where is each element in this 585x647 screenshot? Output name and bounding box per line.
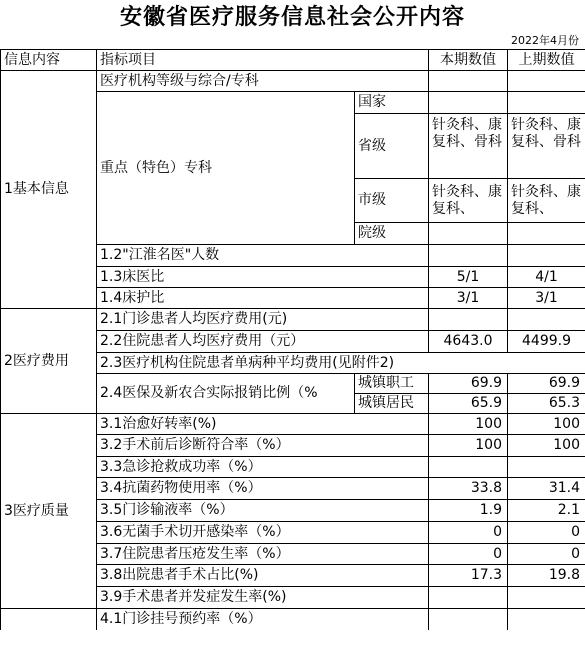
quality-current: 0 <box>429 522 508 544</box>
level-city: 市级 <box>355 179 429 223</box>
quality-previous: 100 <box>508 435 585 457</box>
urban-resident-previous: 65.3 <box>508 394 585 414</box>
inpatient-previous: 4499.9 <box>508 331 585 353</box>
value-current <box>429 223 508 245</box>
bed-doctor-previous: 4/1 <box>508 267 585 288</box>
table-row <box>1 309 585 331</box>
indicator-bed-doctor: 1.3床医比 <box>97 267 429 288</box>
table-row <box>1 71 585 92</box>
value-current <box>429 245 508 267</box>
value-current <box>429 309 508 331</box>
city-previous: 针灸科、康复科、 <box>508 179 585 223</box>
indicator-level: 医疗机构等级与综合/专科 <box>97 71 429 92</box>
header-category: 信息内容 <box>1 50 97 71</box>
value-previous <box>508 223 585 245</box>
quality-indicator: 3.3急诊抢救成功率（%） <box>97 457 429 478</box>
value-previous <box>508 92 585 114</box>
bed-nurse-previous: 3/1 <box>508 288 585 309</box>
category-quality: 3医疗质量 <box>1 414 97 609</box>
provincial-current: 针灸科、康复科、骨科 <box>429 114 508 179</box>
indicator-outpatient-cost: 2.1门诊患者人均医疗费用(元) <box>97 309 429 331</box>
disclosure-table <box>0 49 585 630</box>
quality-previous: 2.1 <box>508 500 585 522</box>
indicator-single-disease: 2.3医疗机构住院患者单病种平均费用(见附件2) <box>97 353 585 374</box>
quality-current <box>429 587 508 609</box>
quality-indicator: 3.5门诊输液率（%） <box>97 500 429 522</box>
quality-indicator: 3.6无菌手术切开感染率（%） <box>97 522 429 544</box>
header-previous: 上期数值 <box>508 50 585 71</box>
quality-current <box>429 457 508 478</box>
quality-indicator: 3.2手术前后诊断符合率（%） <box>97 435 429 457</box>
indicator-reimburse: 2.4医保及新农合实际报销比例（% <box>97 374 355 414</box>
quality-previous: 0 <box>508 544 585 565</box>
quality-previous <box>508 457 585 478</box>
value-previous <box>508 609 585 630</box>
header-current: 本期数值 <box>429 50 508 71</box>
provincial-previous: 针灸科、康复科、骨科 <box>508 114 585 179</box>
urban-resident-current: 65.9 <box>429 394 508 414</box>
bed-nurse-current: 3/1 <box>429 288 508 309</box>
quality-indicator: 3.4抗菌药物使用率（%） <box>97 478 429 500</box>
quality-indicator: 3.7住院患者压疮发生率（%） <box>97 544 429 565</box>
level-national: 国家 <box>355 92 429 114</box>
quality-indicator: 3.9手术患者并发症发生率(%) <box>97 587 429 609</box>
city-current: 针灸科、康复科、 <box>429 179 508 223</box>
category-cost: 2医疗费用 <box>1 309 97 414</box>
level-provincial: 省级 <box>355 114 429 179</box>
value-previous <box>508 245 585 267</box>
urban-employee-previous: 69.9 <box>508 374 585 394</box>
value-previous <box>508 71 585 92</box>
value-previous <box>508 309 585 331</box>
quality-previous: 31.4 <box>508 478 585 500</box>
inpatient-current: 4643.0 <box>429 331 508 353</box>
quality-current: 100 <box>429 435 508 457</box>
quality-previous: 0 <box>508 522 585 544</box>
urban-resident-label: 城镇居民 <box>355 394 429 414</box>
category-basic: 1基本信息 <box>1 71 97 309</box>
indicator-specialty: 重点（特色）专科 <box>97 92 355 245</box>
quality-previous: 19.8 <box>508 565 585 587</box>
value-current <box>429 92 508 114</box>
indicator-bed-nurse: 1.4床护比 <box>97 288 429 309</box>
table-row <box>1 609 585 630</box>
table-row <box>1 414 585 435</box>
quality-current: 0 <box>429 544 508 565</box>
quality-current: 100 <box>429 414 508 435</box>
indicator-inpatient-cost: 2.2住院患者人均医疗费用（元） <box>97 331 429 353</box>
page-title: 安徽省医疗服务信息社会公开内容 <box>119 5 465 30</box>
quality-current: 1.9 <box>429 500 508 522</box>
quality-indicator: 3.8出院患者手术占比(%) <box>97 565 429 587</box>
urban-employee-current: 69.9 <box>429 374 508 394</box>
quality-indicator: 3.1治愈好转率(%) <box>97 414 429 435</box>
category-service <box>1 609 97 630</box>
indicator-appointment: 4.1门诊挂号预约率（%） <box>97 609 429 630</box>
header-row <box>1 50 585 71</box>
value-current <box>429 71 508 92</box>
value-current <box>429 609 508 630</box>
quality-previous <box>508 587 585 609</box>
level-hospital: 院级 <box>355 223 429 245</box>
quality-current: 17.3 <box>429 565 508 587</box>
header-indicator: 指标项目 <box>97 50 429 71</box>
urban-employee-label: 城镇职工 <box>355 374 429 394</box>
report-date: 2022年4月份 <box>511 34 579 47</box>
indicator-famous-doctors: 1.2"江淮名医"人数 <box>97 245 429 267</box>
quality-current: 33.8 <box>429 478 508 500</box>
quality-previous: 100 <box>508 414 585 435</box>
bed-doctor-current: 5/1 <box>429 267 508 288</box>
